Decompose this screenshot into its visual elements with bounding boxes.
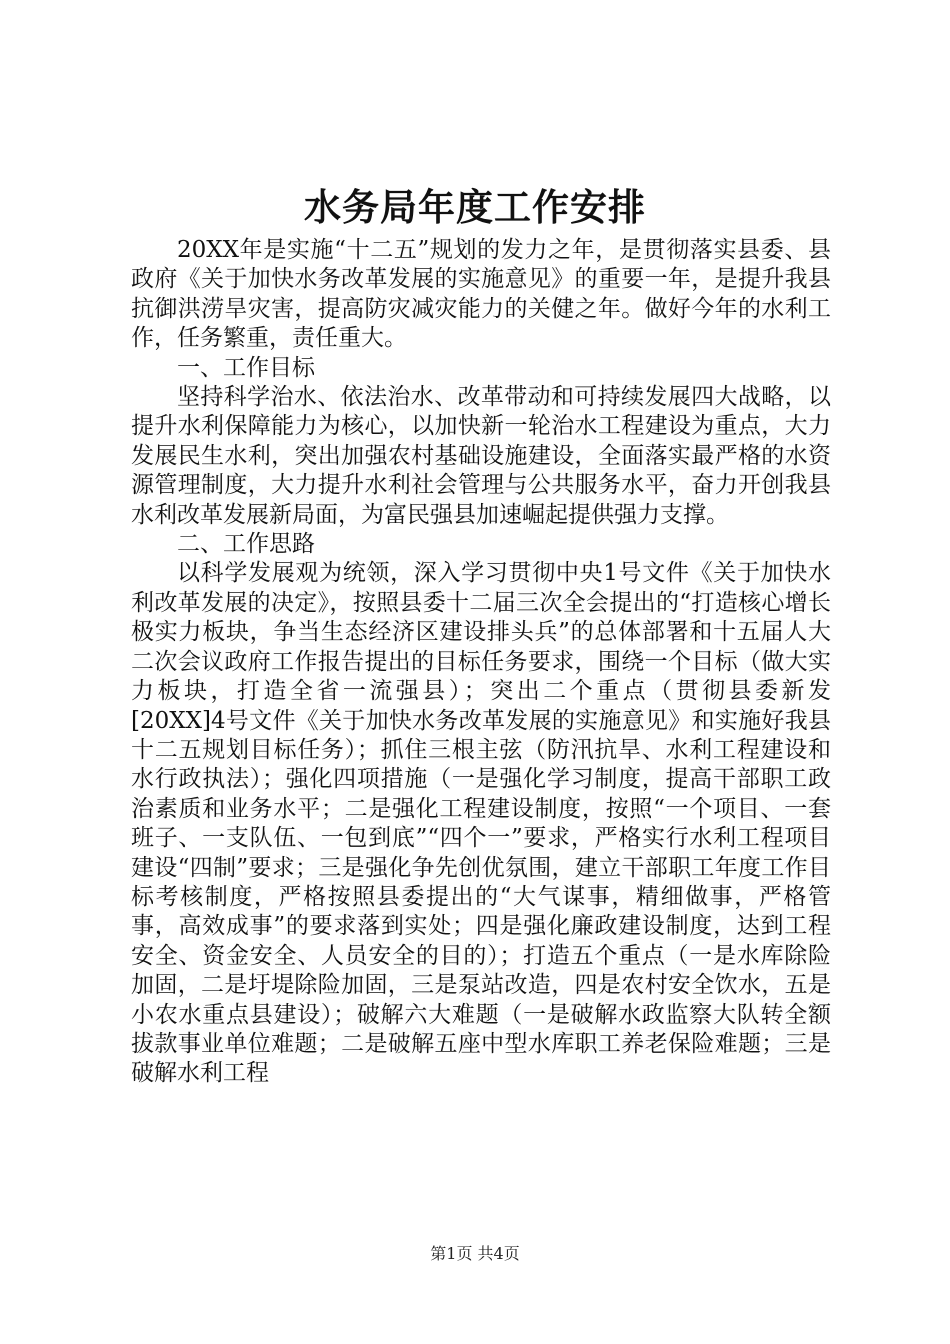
section-heading-goals: 一、工作目标 [177, 354, 315, 381]
section-heading-approach: 二、工作思路 [177, 531, 315, 558]
body-paragraph-approach: 以科学发展观为统领，深入学习贯彻中央1号文件《关于加快水利改革发展的决定》，按照县委十二届三次全会提出的“打造核心增长极实力板块，争当生态经济区建设排头兵”的总体部署和十五届人大二次会议政府工作报告提出的目标任务要求，围绕一个目标（做大实力板块，打造全省一流强县）；突出二个重点（贯彻县委新发[20XX]4号文件《关于加快水务改革发展的实施意见》和实施好我县十二五规划目标任务）；抓住三根主弦（防汛抗旱、水利工程建设和水行政执法）；强化四项措施（一是强化学习制度，提高干部职工政治素质和业务水平；二是强化工程建设制度，按照“一个项目、一套班子、一支队伍、一包到底”“四个一”要求，严格实行水利工程项目建设“四制”要求；三是强化争先创优氛围，建立干部职工年度工作目标考核制度，严格按照县委提出的“大气谋事，精细做事，严格管事，高效成事”的要求落到实处；四是强化廉政建设制度，达到工程安全、资金安全、人员安全的目的）；打造五个重点（一是水库除险加固，二是圩堤除险加固，三是泵站改造，四是农村安全饮水，五是小农水重点县建设）；破解六大难题（一是破解水政监察大队转全额拔款事业单位难题；二是破解五座中型水库职工养老保险难题；三是破解水利工程 [131, 560, 831, 1087]
page-footer [0, 1243, 950, 1265]
page-number-indicator: 第1页 共4页 [430, 1244, 520, 1263]
document-title: 水务局年度工作安排 [304, 185, 646, 229]
body-paragraph-goals: 坚持科学治水、依法治水、改革带动和可持续发展四大战略，以提升水利保障能力为核心，以加快新一轮治水工程建设为重点，大力发展民生水利，突出加强农村基础设施建设，全面落实最严格的水资源管理制度，大力提升水利社会管理与公共服务水平，奋力开创我县水利改革发展新局面，为富民强县加速崛起提供强力支撑。 [131, 384, 831, 528]
document-body [131, 236, 831, 1089]
body-paragraph-intro: 20XX年是实施“十二五”规划的发力之年，是贯彻落实县委、县政府《关于加快水务改革发展的实施意见》的重要一年，是提升我县抗御洪涝旱灾害，提高防灾减灾能力的关健之年。做好今年的水利工作，任务繁重，责任重大。 [131, 237, 831, 352]
